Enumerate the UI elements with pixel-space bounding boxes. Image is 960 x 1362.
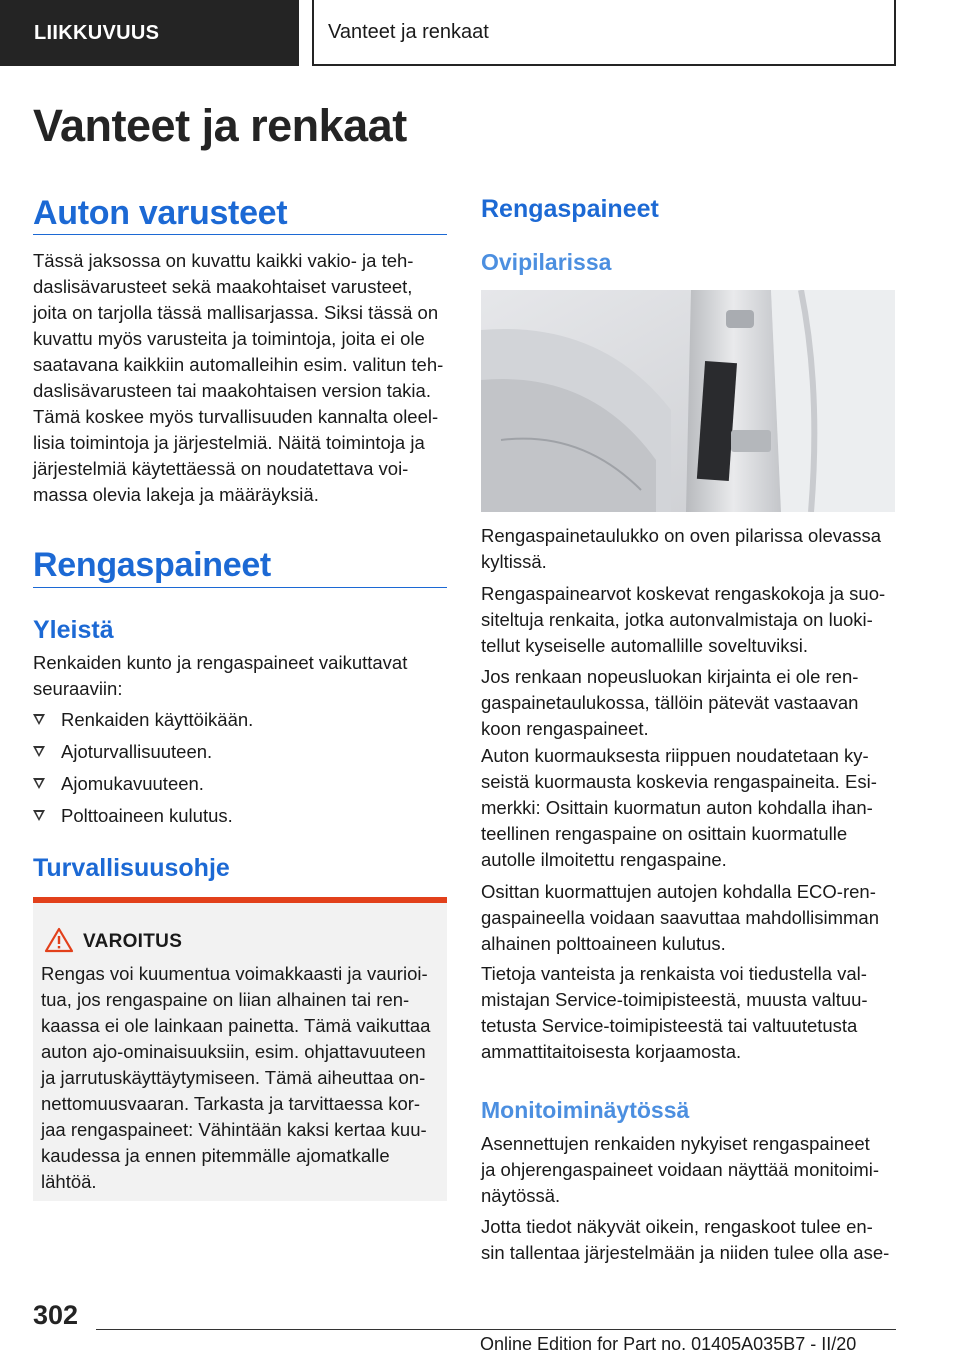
text-line: seuraaviin: bbox=[33, 678, 123, 699]
heading-pressure-right: Rengaspaineet bbox=[481, 195, 659, 223]
text-line: Rengaspainearvot koskevat rengaskokoja ja suo- bbox=[481, 583, 886, 604]
list-item: Renkaiden käyttöikään. bbox=[33, 707, 253, 739]
text-line: daslisävarusteen tai maakohtaisen version takia. bbox=[33, 380, 431, 401]
text-line: nettomuusvaaran. Tarkasta ja tarvittaessa kor- bbox=[41, 1093, 421, 1114]
text-line: Osittan kuormattujen autojen kohdalla ECO-ren- bbox=[481, 881, 876, 902]
triangle-bullet-icon bbox=[33, 810, 45, 821]
text-line: ja ohjerengaspaineet voidaan näyttää monitoimi- bbox=[481, 1159, 880, 1180]
pillar-paragraph-4 bbox=[481, 743, 911, 873]
footer-rule bbox=[96, 1329, 896, 1330]
heading-equipment: Auton varusteet bbox=[33, 194, 288, 232]
text-line: mistajan Service-toimipisteestä, muusta valtuu- bbox=[481, 989, 868, 1010]
text-line: ammattitaitoisesta korjaamosta. bbox=[481, 1041, 742, 1062]
page-title: Vanteet ja renkaat bbox=[33, 100, 407, 151]
text-line: Jos renkaan nopeusluokan kirjainta ei ole ren- bbox=[481, 666, 859, 687]
triangle-bullet-icon bbox=[33, 746, 45, 757]
header-title: Vanteet ja renkaat bbox=[312, 0, 896, 66]
pillar-paragraph-5 bbox=[481, 879, 911, 957]
text-line: teellinen rengaspaine on osittain kuormatulle bbox=[481, 823, 848, 844]
text-line: Renkaiden kunto ja rengaspaineet vaikuttavat bbox=[33, 652, 408, 673]
text-line: auton ajo-ominaisuuksiin, esim. ohjattavuuteen bbox=[41, 1041, 426, 1062]
text-line: autolle ilmoitettu rengaspaine. bbox=[481, 849, 727, 870]
text-line: joita on tarjolla tässä mallisarjassa. Siksi tässä on bbox=[33, 302, 439, 323]
equipment-paragraph bbox=[33, 248, 453, 508]
warning-triangle-icon bbox=[44, 927, 74, 953]
text-line: koon rengaspaineet. bbox=[481, 718, 649, 739]
text-line: Tietoja vanteista ja renkaista voi tiedustella val- bbox=[481, 963, 867, 984]
list-item: Polttoaineen kulutus. bbox=[33, 803, 253, 835]
text-line: Jotta tiedot näkyvät oikein, rengaskoot tulee en- bbox=[481, 1216, 873, 1237]
text-line: lähtöä. bbox=[41, 1171, 97, 1192]
heading-pressure: Rengaspaineet bbox=[33, 546, 271, 584]
text-line: järjestelmiä käytettäessä on noudatettava voi- bbox=[33, 458, 409, 479]
text-line: massa olevia lakeja ja määräyksiä. bbox=[33, 484, 319, 505]
text-line: seistä kuormausta koskevia rengaspaineita. Esi- bbox=[481, 771, 877, 792]
display-paragraph-1 bbox=[481, 1131, 911, 1209]
page-number: 302 bbox=[33, 1300, 79, 1330]
triangle-bullet-icon bbox=[33, 714, 45, 725]
text-line: sin tallentaa järjestelmään ja niiden tulee olla ase- bbox=[481, 1242, 890, 1263]
text-line: gaspaineella voidaan saavuttaa mahdollisimman bbox=[481, 907, 879, 928]
text-line: jaa rengaspaineet: Vähintään kaksi kertaa kuu- bbox=[41, 1119, 427, 1140]
heading-display: Monitoiminäytössä bbox=[481, 1097, 690, 1123]
text-line: ja jarrutuskäyttäytymiseen. Tämä aiheuttaa on- bbox=[41, 1067, 426, 1088]
footer-edition: Online Edition for Part no. 01405A035B7 - II/20 bbox=[480, 1334, 857, 1354]
effects-list bbox=[33, 707, 253, 835]
text-line: lisia toimintoja ja järjestelmiä. Näitä toimintoja ja bbox=[33, 432, 425, 453]
warning-box bbox=[33, 897, 447, 1201]
text-line: gaspainetaulukossa, tällöin pätevät vastaavan bbox=[481, 692, 859, 713]
door-pillar-illustration bbox=[481, 290, 895, 512]
general-paragraph bbox=[33, 650, 453, 702]
text-line: saatavana kaikkiin automalleihin esim. valitun teh- bbox=[33, 354, 444, 375]
text-line: kaudessa ja ennen pitemmälle ajomatkalle bbox=[41, 1145, 390, 1166]
warning-title: VAROITUS bbox=[83, 931, 183, 952]
pillar-paragraph-2 bbox=[481, 581, 911, 659]
text-line: Tässä jaksossa on kuvattu kaikki vakio- ja teh- bbox=[33, 250, 414, 271]
text-line: Auton kuormauksesta riippuen noudatetaan ky- bbox=[481, 745, 869, 766]
text-line: Tämä koskee myös turvallisuuden kannalta oleel- bbox=[33, 406, 439, 427]
text-line: Rengaspainetaulukko on oven pilarissa olevassa bbox=[481, 525, 882, 546]
text-line: daslisävarusteet sekä maakohtaiset varusteet, bbox=[33, 276, 413, 297]
heading-general: Yleistä bbox=[33, 616, 114, 644]
text-line: Rengas voi kuumentua voimakkaasti ja vaurioi- bbox=[41, 963, 428, 984]
pillar-paragraph-6 bbox=[481, 961, 911, 1065]
door-pillar-photo bbox=[481, 290, 895, 512]
display-paragraph-2 bbox=[481, 1214, 911, 1266]
text-line: näytössä. bbox=[481, 1185, 561, 1206]
text-line: tua, jos rengaspaine on liian alhainen tai ren- bbox=[41, 989, 410, 1010]
text-line: siteltuja renkaita, jotka autonvalmistaja on luoki- bbox=[481, 609, 873, 630]
text-line: merkki: Osittain kuormatun auton kohdalla ihan- bbox=[481, 797, 873, 818]
text-line: tetusta Service-toimipisteestä tai valtuutetusta bbox=[481, 1015, 858, 1036]
heading-rule bbox=[33, 234, 447, 235]
heading-safety: Turvallisuusohje bbox=[33, 854, 230, 882]
text-line: tellut kyseiselle automallille soveltuviksi. bbox=[481, 635, 808, 656]
pillar-paragraph-3 bbox=[481, 664, 911, 742]
warning-text bbox=[41, 961, 441, 1195]
pillar-paragraph-1 bbox=[481, 523, 911, 575]
heading-pillar: Ovipilarissa bbox=[481, 249, 612, 275]
header-section-tab: LIIKKUVUUS bbox=[0, 0, 299, 66]
text-line: kyltissä. bbox=[481, 551, 547, 572]
list-item: Ajomukavuuteen. bbox=[33, 771, 253, 803]
text-line: kaassa ei ole lainkaan painetta. Tämä vaikuttaa bbox=[41, 1015, 431, 1036]
list-item: Ajoturvallisuuteen. bbox=[33, 739, 253, 771]
text-line: kuvattu myös varusteita ja toimintoja, joita ei ole bbox=[33, 328, 425, 349]
text-line: alhainen polttoaineen kulutus. bbox=[481, 933, 726, 954]
heading-rule bbox=[33, 587, 447, 588]
text-line: Asennettujen renkaiden nykyiset rengaspaineet bbox=[481, 1133, 870, 1154]
triangle-bullet-icon bbox=[33, 778, 45, 789]
